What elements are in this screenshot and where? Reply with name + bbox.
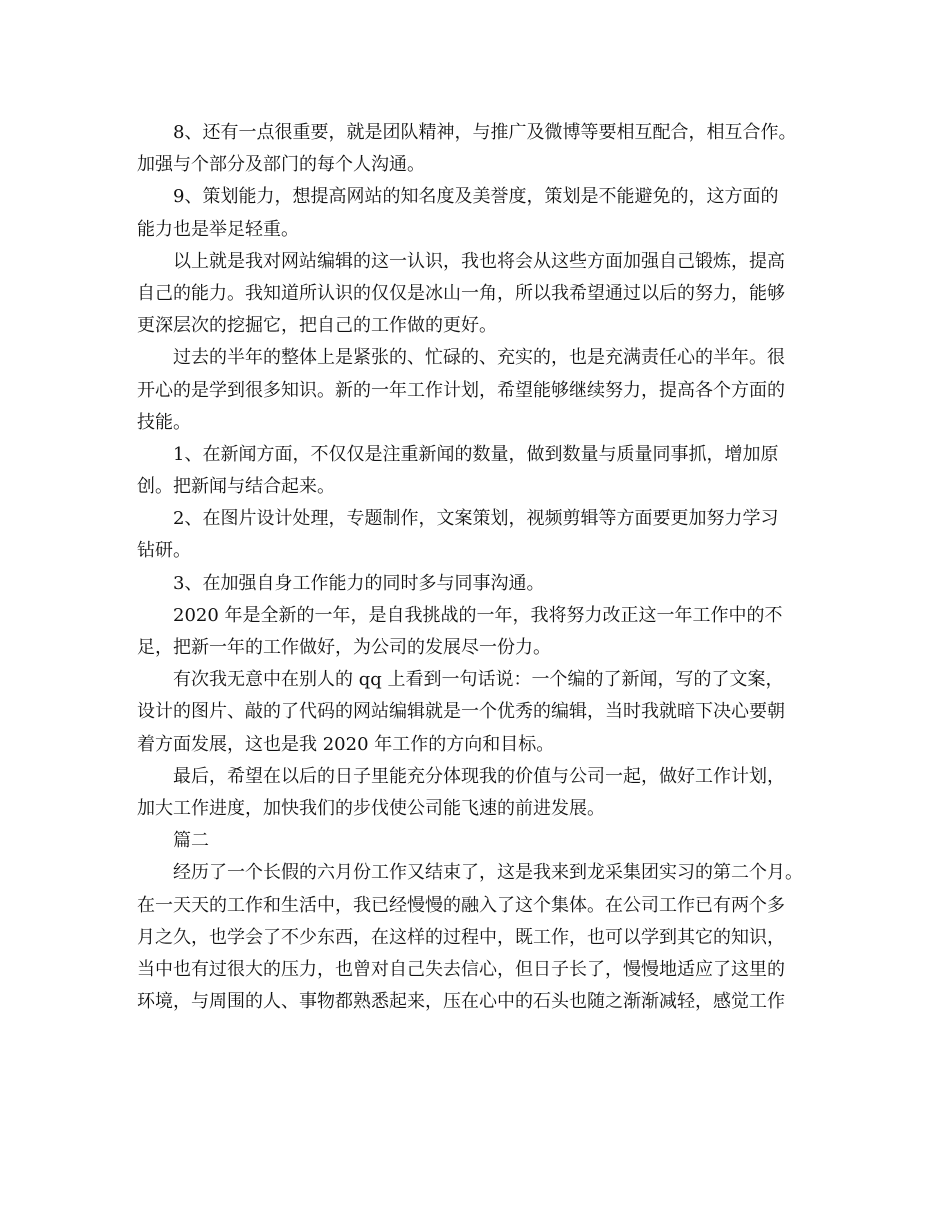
text-line: 环境，与周围的人、事物都熟悉起来，压在心中的石头也随之渐渐减轻，感觉工作 (137, 991, 785, 1013)
text-line: 经历了一个长假的六月份工作又结束了，这是我来到龙采集团实习的第二个月。 (173, 862, 803, 884)
text-line: 篇二 (173, 830, 209, 852)
text-line: 1、在新闻方面，不仅仅是注重新闻的数量，做到数量与质量同事抓，增加原 (173, 443, 779, 465)
text-line: 更深层次的挖掘它，把自己的工作做的更好。 (137, 315, 497, 337)
text-line: 以上就是我对网站编辑的这一认识，我也将会从这些方面加强自己锻炼，提高 (173, 250, 785, 272)
text-line: 创。把新闻与结合起来。 (137, 476, 335, 498)
text-line: 最后，希望在以后的日子里能充分体现我的价值与公司一起，做好工作计划， (173, 765, 785, 787)
text-line: 足，把新一年的工作做好，为公司的发展尽一份力。 (137, 637, 551, 658)
text-line: 9、策划能力，想提高网站的知名度及美誉度，策划是不能避免的，这方面的 (173, 186, 779, 208)
text-line: 8、还有一点很重要，就是团队精神，与推广及微博等要相互配合，相互合作。 (173, 122, 797, 143)
text-line: 2、在图片设计处理，专题制作，文案策划，视频剪辑等方面要更加努力学习 (173, 508, 779, 530)
text-line: 设计的图片、敲的了代码的网站编辑就是一个优秀的编辑，当时我就暗下决心要朝 (137, 701, 785, 723)
text-line: 开心的是学到很多知识。新的一年工作计划，希望能够继续努力，提高各个方面的 (137, 379, 785, 401)
text-line: 着方面发展，这也是我 2020 年工作的方向和目标。 (137, 733, 555, 755)
text-line: 自己的能力。我知道所认识的仅仅是冰山一角，所以我希望通过以后的努力，能够 (137, 282, 785, 304)
text-line: 月之久，也学会了不少东西，在这样的过程中，既工作，也可以学到其它的知识， (137, 926, 785, 948)
text-line: 3、在加强自身工作能力的同时多与同事沟通。 (173, 572, 545, 594)
text-line: 加强与个部分及部门的每个人沟通。 (137, 154, 425, 176)
text-line: 过去的半年的整体上是紧张的、忙碌的、充实的，也是充满责任心的半年。很 (173, 347, 785, 369)
text-line: 在一天天的工作和生活中，我已经慢慢的融入了这个集体。在公司工作已有两个多 (137, 894, 785, 916)
document-body (137, 117, 822, 1018)
text-line: 有次我无意中在别人的 qq 上看到一句话说：一个编的了新闻，写的了文案， (173, 669, 784, 691)
text-line: 能力也是举足轻重。 (137, 218, 299, 240)
text-line: 2020 年是全新的一年，是自我挑战的一年，我将努力改正这一年工作中的不 (173, 604, 783, 626)
text-line: 技能。 (137, 411, 191, 433)
text-line: 钻研。 (137, 540, 191, 562)
text-line: 当中也有过很大的压力，也曾对自己失去信心，但日子长了，慢慢地适应了这里的 (137, 958, 785, 980)
text-line: 加大工作进度，加快我们的步伐使公司能飞速的前进发展。 (137, 797, 605, 819)
